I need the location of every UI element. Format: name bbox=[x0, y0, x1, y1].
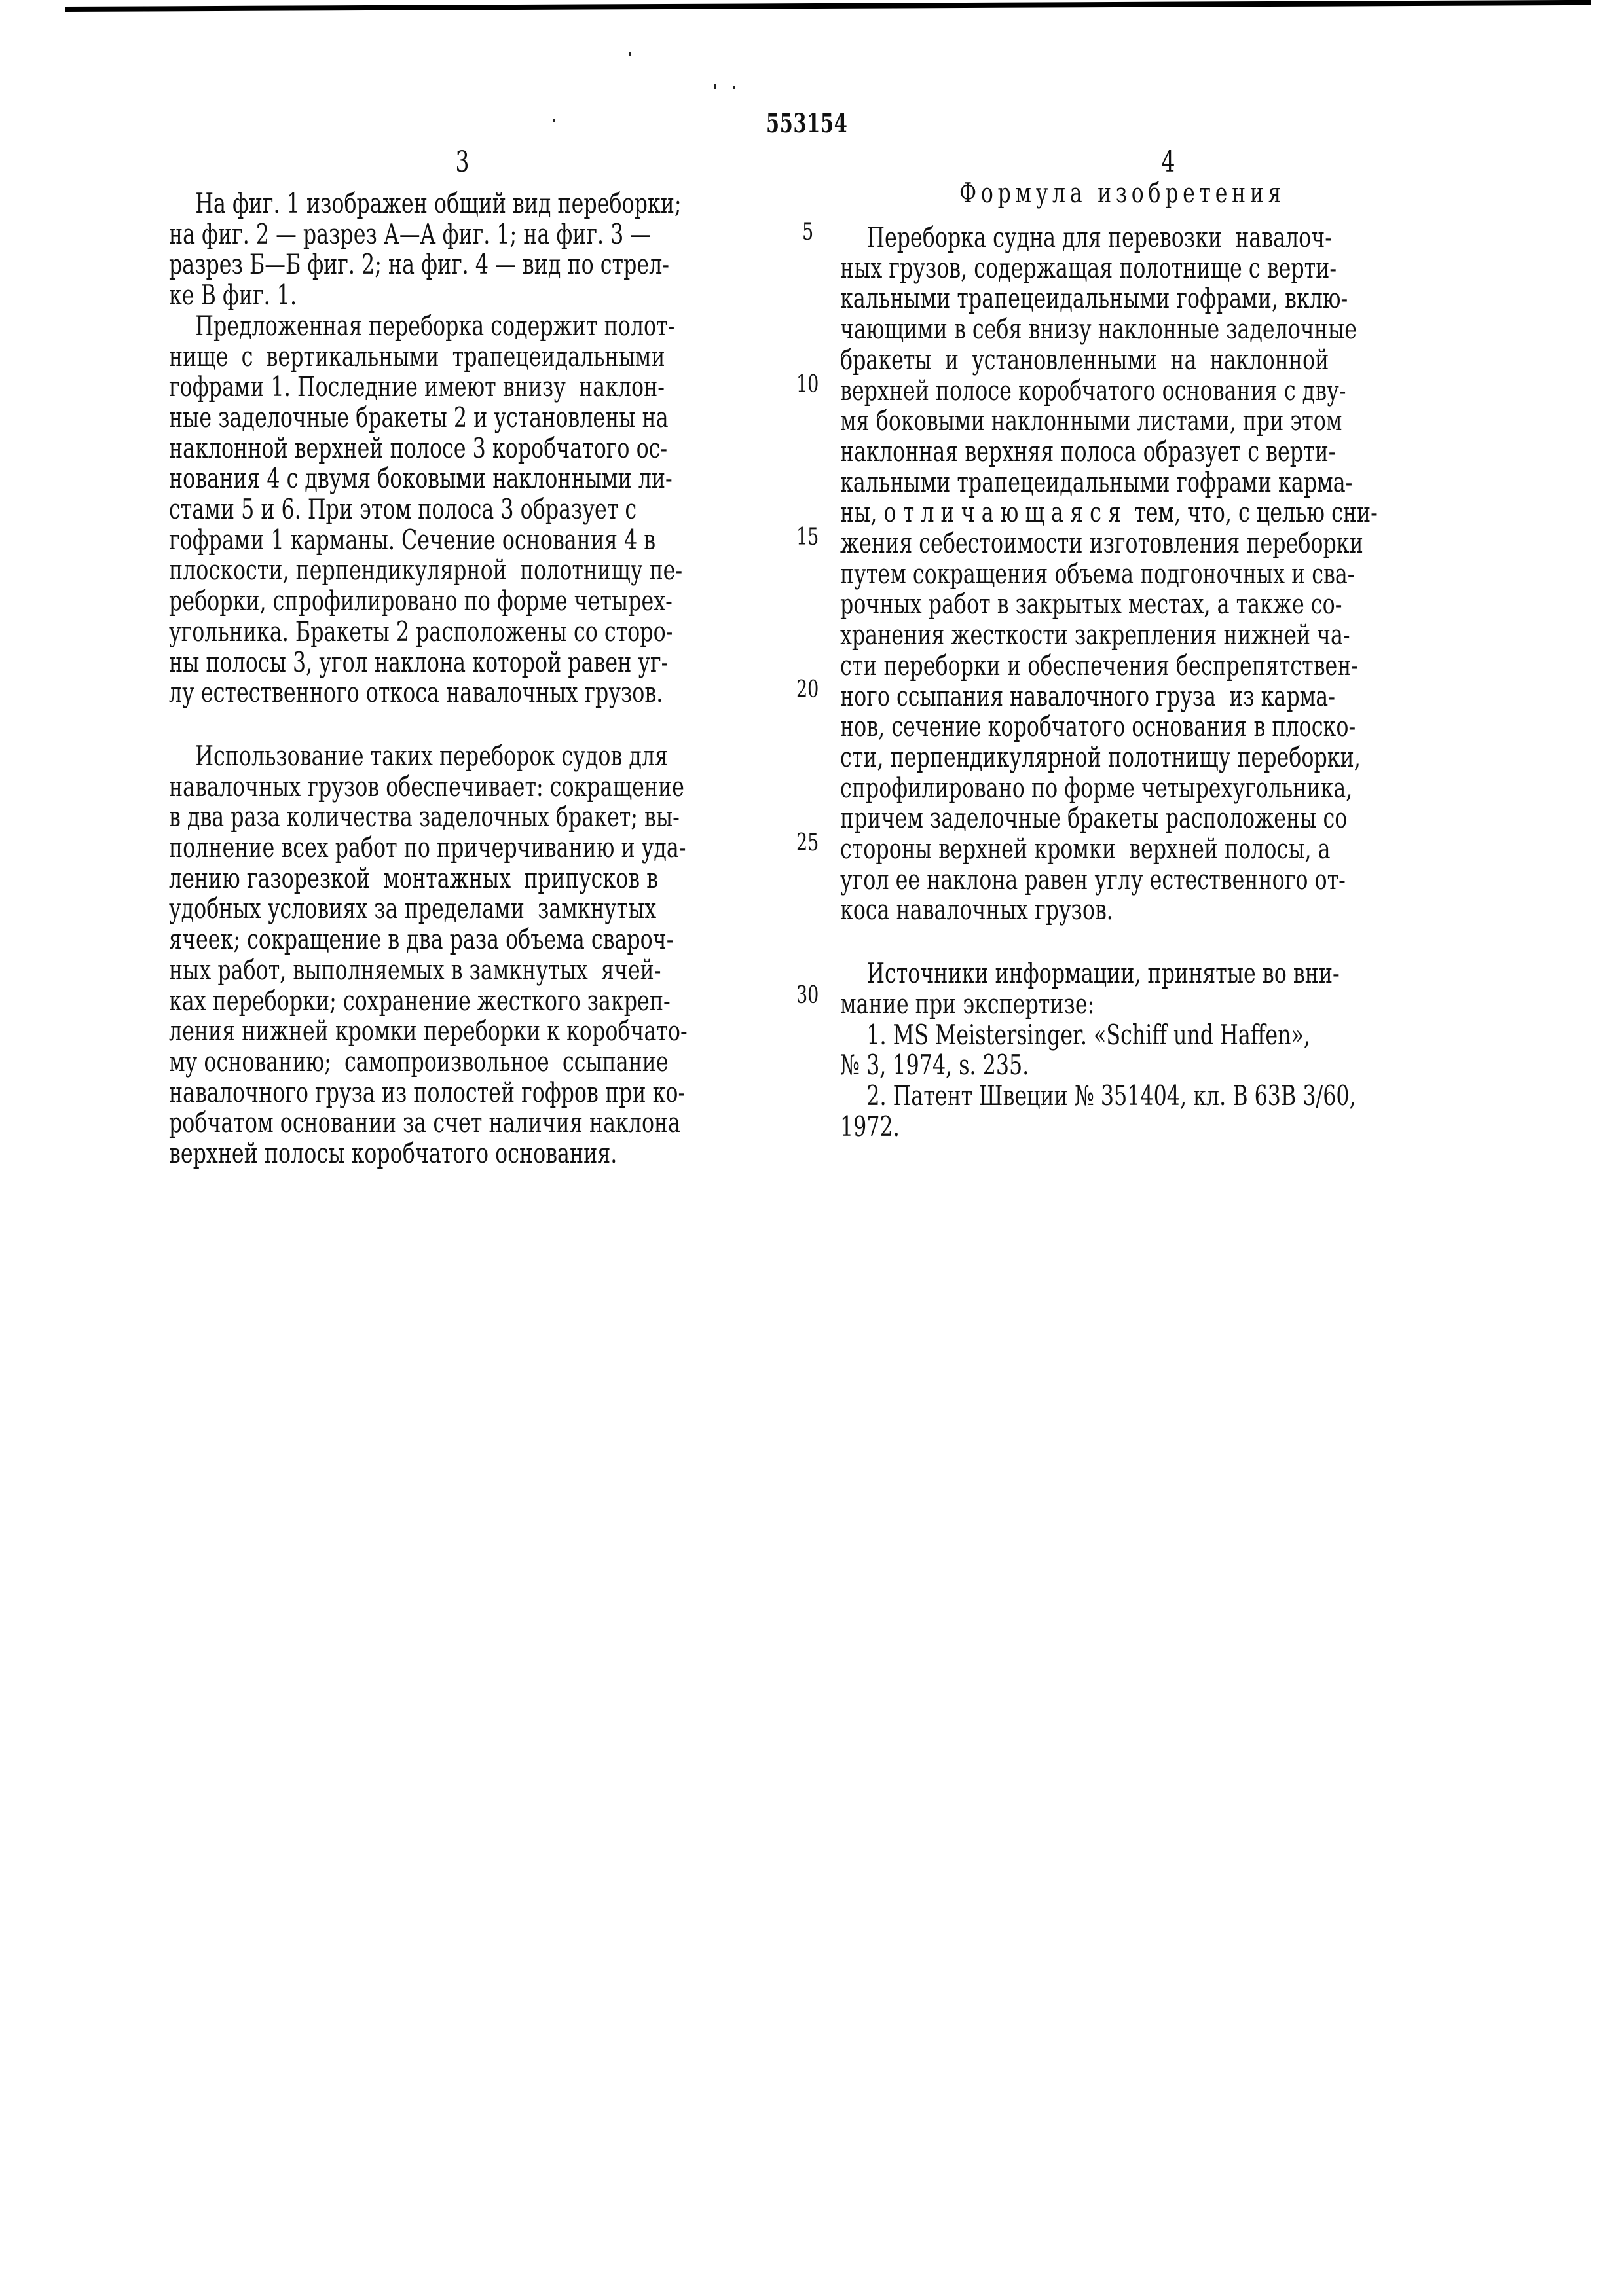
text-line: ны полосы 3, угол наклона которой равен уг- bbox=[169, 647, 668, 678]
claim-line: кальными трапецеидальными гофрами карма- bbox=[840, 467, 1352, 498]
source-line: мание при экспертизе: bbox=[840, 989, 1094, 1019]
claim-line: стороны верхней кромки верхней полосы, а bbox=[840, 834, 1331, 864]
scan-speck bbox=[553, 119, 555, 122]
text-line: наклонной верхней полосе 3 коробчатого ос- bbox=[169, 433, 667, 464]
text-line: полнение всех работ по причерчиванию и уда- bbox=[169, 833, 686, 863]
claim-line: ного ссыпания навалочного груза из карма- bbox=[840, 682, 1335, 712]
text-line: навалочных грузов обеспечивает: сокращение bbox=[169, 772, 684, 802]
top-rule bbox=[65, 0, 1591, 12]
scan-speck bbox=[733, 86, 735, 89]
line-number: 20 bbox=[796, 675, 819, 705]
claim-line: коса навалочных грузов. bbox=[840, 895, 1113, 925]
text-line: му основанию; самопроизвольное ссыпание bbox=[169, 1047, 669, 1077]
text-line: ные заделочные бракеты 2 и установлены на bbox=[169, 403, 669, 433]
text-line: плоскости, перпендикулярной полотнищу пе- bbox=[169, 555, 682, 585]
line-number: 10 bbox=[796, 370, 819, 400]
text-line: Использование таких переборок судов для bbox=[169, 741, 668, 771]
claim-line: ных грузов, содержащая полотнище с верти- bbox=[840, 253, 1337, 283]
text-line: гофрами 1. Последние имеют внизу наклон- bbox=[169, 372, 665, 402]
text-line: ления нижней кромки переборки к коробчато- bbox=[169, 1016, 688, 1046]
claim-line: путем сокращения объема подгоночных и сва- bbox=[840, 559, 1355, 589]
text-line: верхней полосы коробчатого основания. bbox=[169, 1139, 617, 1169]
text-line: ке В фиг. 1. bbox=[169, 280, 297, 310]
text-line: нования 4 с двумя боковыми наклонными ли- bbox=[169, 464, 673, 494]
claim-line: верхней полосе коробчатого основания с дву- bbox=[840, 376, 1346, 406]
claim-line: сти, перпендикулярной полотнищу переборки, bbox=[840, 742, 1361, 773]
text-line: нище с вертикальными трапецеидальными bbox=[169, 342, 665, 372]
claim-line: хранения жесткости закрепления нижней ча- bbox=[840, 620, 1350, 650]
text-line: навалочного груза из полостей гофров при ко- bbox=[169, 1078, 685, 1108]
text-line: угольника. Бракеты 2 расположены со сторо- bbox=[169, 617, 673, 647]
text-line: лению газорезкой монтажных припусков в bbox=[169, 864, 658, 894]
text-line: Предложенная переборка содержит полот- bbox=[169, 311, 674, 341]
text-line: ках переборки; сохранение жесткого закреп- bbox=[169, 986, 671, 1016]
line-number: 15 bbox=[796, 522, 819, 553]
scan-speck bbox=[714, 84, 716, 89]
text-line: На фиг. 1 изображен общий вид переборки; bbox=[169, 189, 682, 219]
claim-line: бракеты и установленными на наклонной bbox=[840, 345, 1329, 375]
text-line: стами 5 и 6. При этом полоса 3 образует с bbox=[169, 494, 637, 524]
line-number: 5 bbox=[802, 217, 813, 247]
text-line: в два раза количества заделочных бракет; вы- bbox=[169, 802, 680, 832]
claim-line: ны, о т л и ч а ю щ а я с я тем, что, с целью сни- bbox=[840, 498, 1378, 528]
claim-line: Переборка судна для перевозки навалоч- bbox=[840, 223, 1332, 253]
claim-line: наклонная верхняя полоса образует с верти- bbox=[840, 437, 1335, 467]
line-number: 25 bbox=[796, 828, 819, 858]
scan-speck bbox=[629, 52, 631, 56]
claim-line: нов, сечение коробчатого основания в плоско- bbox=[840, 712, 1356, 742]
source-line: № 3, 1974, s. 235. bbox=[840, 1050, 1029, 1080]
text-line: на фиг. 2 — разрез А—А фиг. 1; на фиг. 3 — bbox=[169, 219, 651, 249]
claim-line: кальными трапецеидальными гофрами, вклю- bbox=[840, 283, 1348, 314]
claim-line: угол ее наклона равен углу естественного от- bbox=[840, 865, 1346, 895]
line-number: 30 bbox=[796, 981, 819, 1011]
source-line: 1972. bbox=[840, 1112, 900, 1142]
claim-line: сти переборки и обеспечения беспрепятствен- bbox=[840, 651, 1358, 681]
text-line: гофрами 1 карманы. Сечение основания 4 в bbox=[169, 525, 655, 555]
claim-line: чающими в себя внизу наклонные заделочные bbox=[840, 314, 1357, 344]
text-line: робчатом основании за счет наличия наклона bbox=[169, 1108, 680, 1138]
left-page-number: 3 bbox=[456, 145, 470, 179]
claim-line: спрофилировано по форме четырехугольника, bbox=[840, 773, 1352, 803]
claim-line: причем заделочные бракеты расположены со bbox=[840, 803, 1347, 833]
claim-line: мя боковыми наклонными листами, при этом bbox=[840, 406, 1342, 436]
text-line: удобных условиях за пределами замкнутых bbox=[169, 894, 656, 924]
text-line: реборки, спрофилировано по форме четырех- bbox=[169, 586, 673, 616]
source-line: 2. Патент Швеции № 351404, кл. В 63В 3/60, bbox=[840, 1081, 1356, 1111]
claim-line: жения себестоимости изготовления переборки bbox=[840, 528, 1363, 558]
source-line: Источники информации, принятые во вни- bbox=[840, 958, 1340, 989]
text-line: ных работ, выполняемых в замкнутых ячей- bbox=[169, 955, 661, 985]
claim-line: рочных работ в закрытых местах, а также со- bbox=[840, 589, 1342, 619]
claims-heading: Формула изобретения bbox=[959, 177, 1285, 209]
right-page-number: 4 bbox=[1162, 145, 1175, 179]
text-line: ячеек; сокращение в два раза объема свароч- bbox=[169, 924, 673, 955]
text-line: разрез Б—Б фиг. 2; на фиг. 4 — вид по стрел- bbox=[169, 249, 669, 280]
source-line: 1. MS Meistersinger. «Schiff und Haffen», bbox=[840, 1020, 1310, 1050]
text-line: лу естественного откоса навалочных грузов. bbox=[169, 678, 663, 708]
patent-number: 553154 bbox=[766, 108, 848, 139]
